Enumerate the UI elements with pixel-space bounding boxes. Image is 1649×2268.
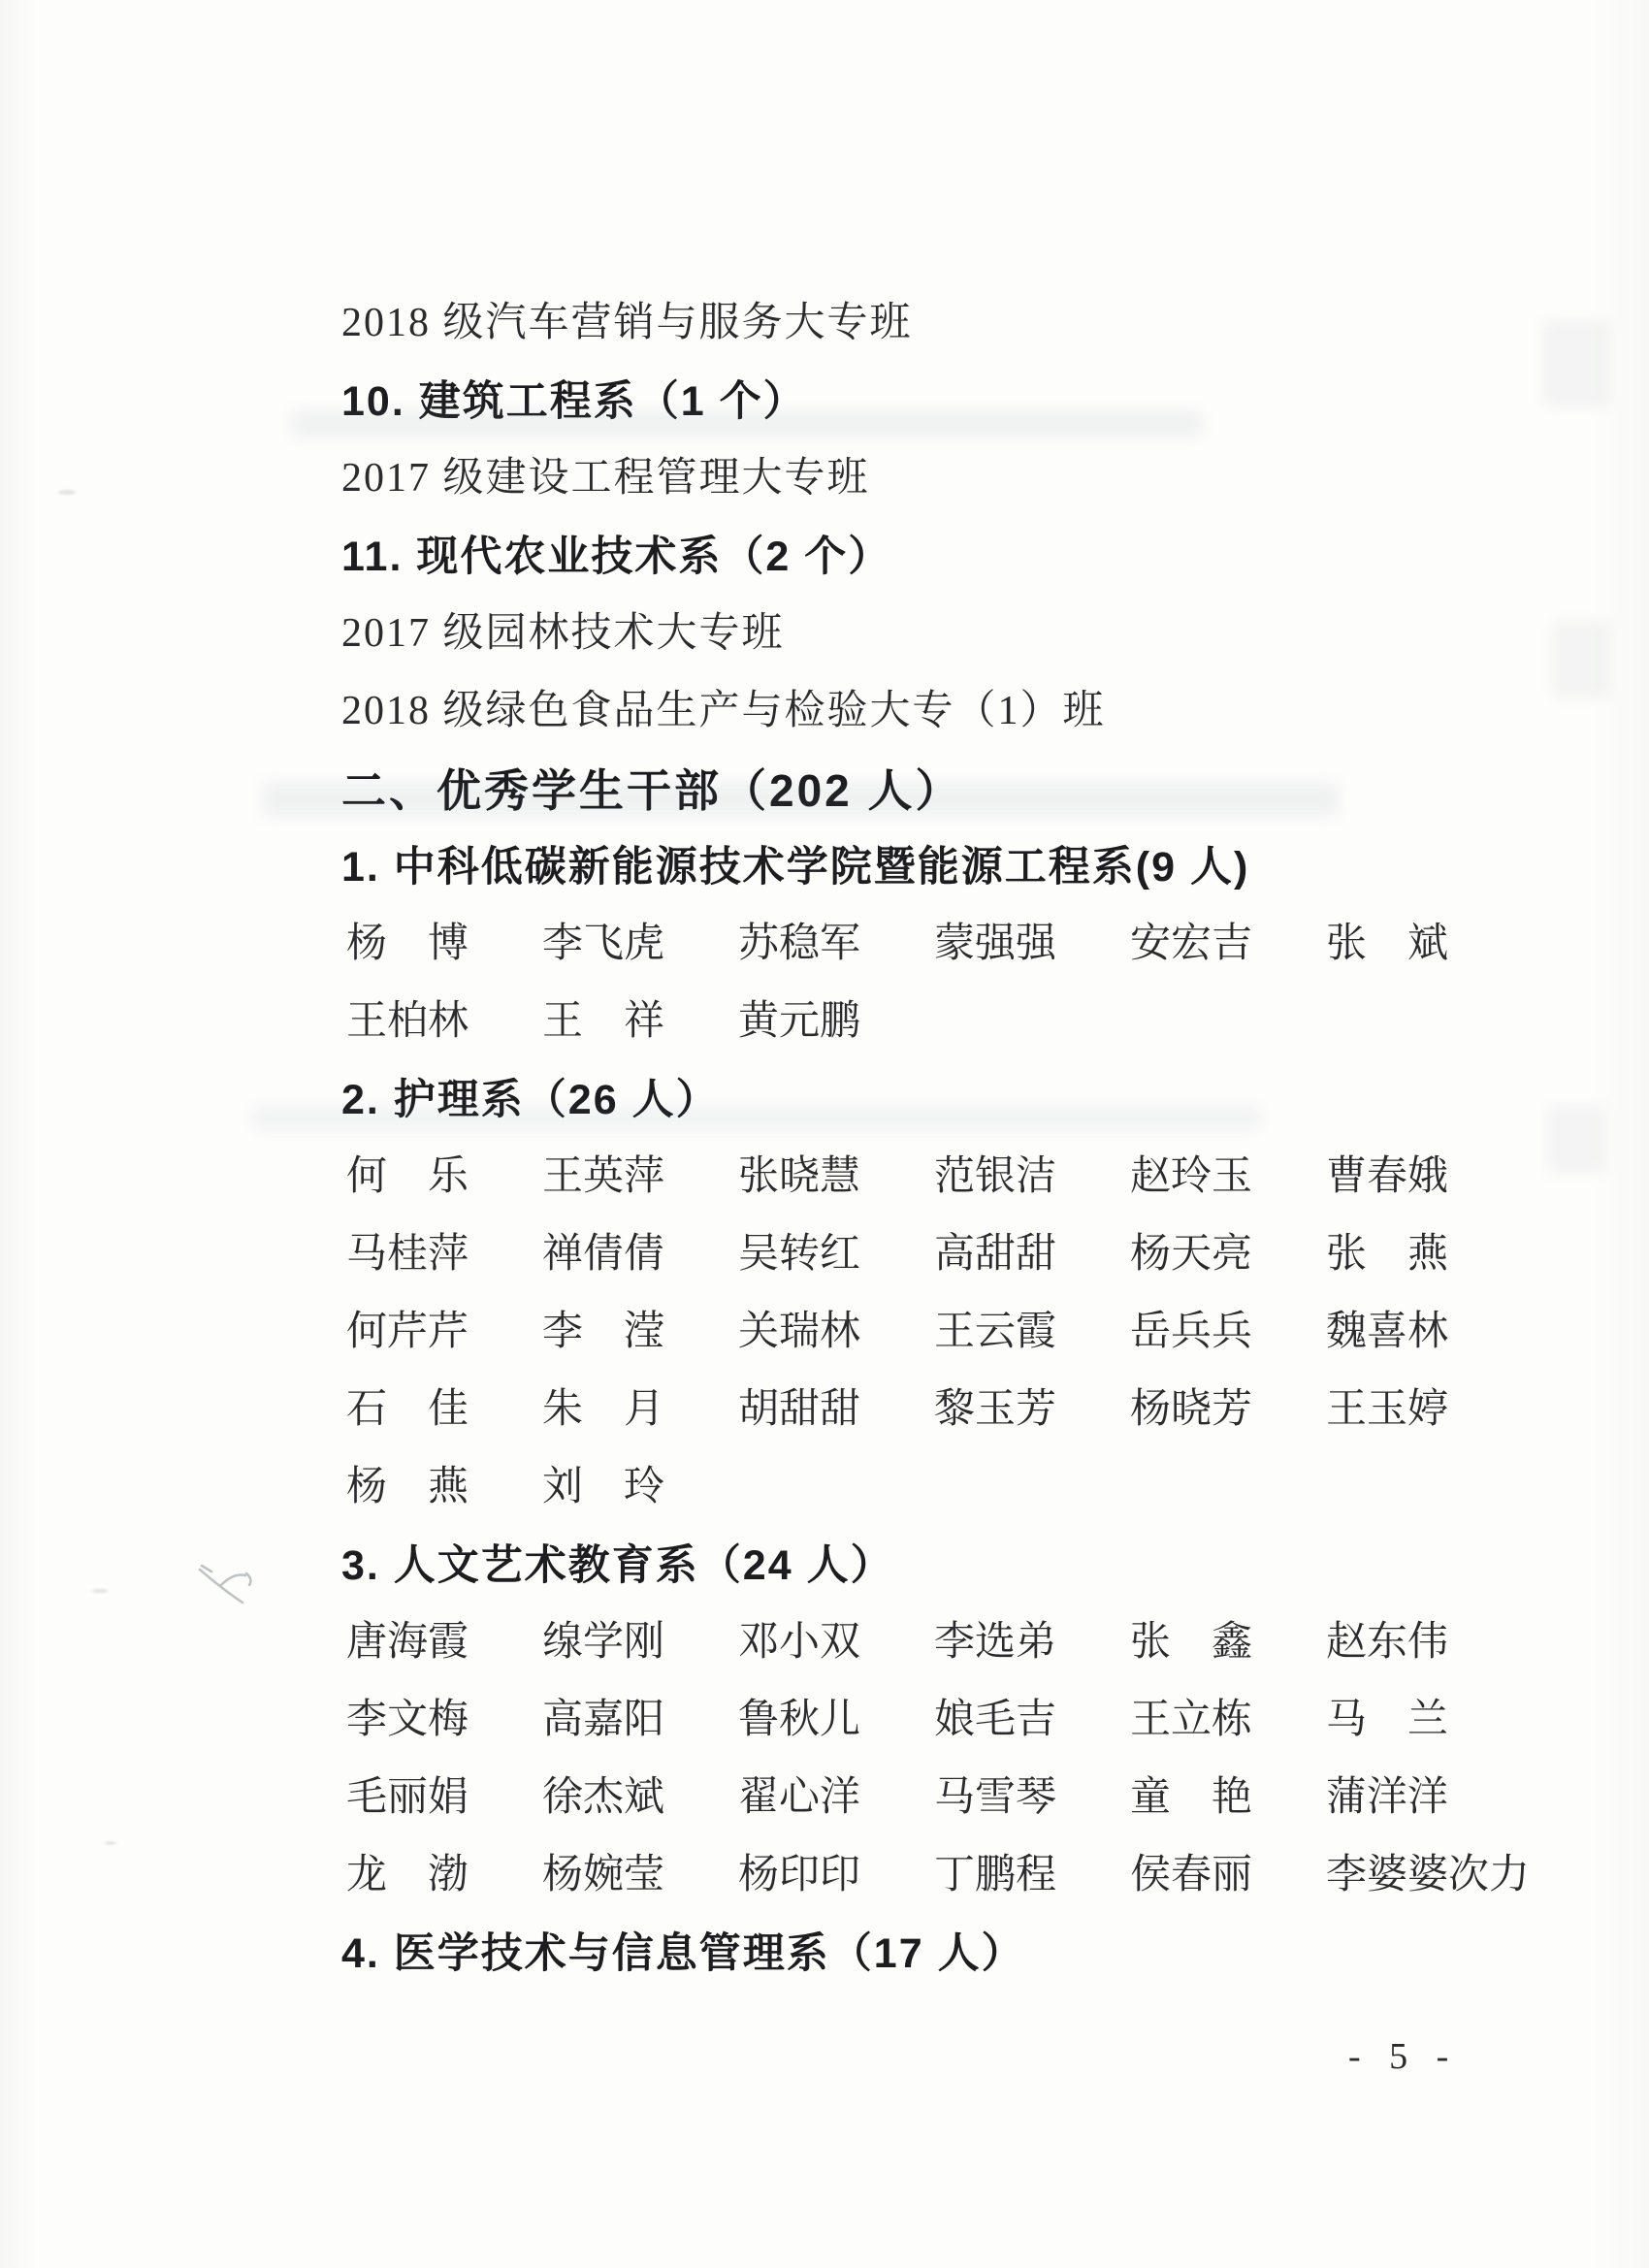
student-name: 张 燕 xyxy=(1326,1232,1449,1277)
scan-artifact xyxy=(92,1589,108,1593)
name-row xyxy=(341,997,1515,1075)
student-name: 黎玉芳 xyxy=(934,1387,1057,1432)
student-name: 黄元鹏 xyxy=(738,999,861,1044)
section-heading: 二、优秀学生干部（202 人） xyxy=(341,765,963,816)
student-name: 杨印印 xyxy=(738,1853,861,1897)
student-name: 毛丽娟 xyxy=(346,1775,469,1820)
student-name: 侯春丽 xyxy=(1130,1853,1253,1897)
student-name: 吴转红 xyxy=(738,1232,861,1277)
student-name: 高甜甜 xyxy=(934,1232,1057,1277)
department-heading: 4. 医学技术与信息管理系（17 人） xyxy=(341,1930,1025,1977)
document-body xyxy=(341,299,1531,2006)
student-name: 李文梅 xyxy=(346,1698,469,1742)
student-name: 鲁秋儿 xyxy=(738,1698,861,1742)
pencil-mark xyxy=(192,1552,279,1610)
student-name: 邓小双 xyxy=(738,1620,861,1665)
student-name: 马桂萍 xyxy=(346,1232,469,1277)
student-name: 王柏林 xyxy=(346,999,469,1044)
department-heading: 1. 中科低碳新能源技术学院暨能源工程系(9 人) xyxy=(341,844,1250,891)
student-name: 徐杰斌 xyxy=(542,1775,665,1820)
student-name: 刘 玲 xyxy=(542,1465,665,1509)
class-line: 2017 级园林技术大专班 xyxy=(341,611,785,656)
student-name: 李 滢 xyxy=(542,1310,665,1354)
scan-artifact xyxy=(1547,1106,1605,1174)
student-name: 张 斌 xyxy=(1326,922,1449,966)
name-row xyxy=(341,1851,1531,1928)
student-name: 王英萍 xyxy=(542,1154,665,1199)
student-name: 王 祥 xyxy=(542,999,665,1044)
student-name: 张晓慧 xyxy=(738,1154,861,1199)
name-row xyxy=(341,920,1515,997)
student-name: 缐学刚 xyxy=(542,1620,665,1665)
student-name: 张 鑫 xyxy=(1130,1620,1253,1665)
student-name: 马雪琴 xyxy=(934,1775,1057,1820)
name-row xyxy=(341,1385,1515,1463)
student-name: 蒙强强 xyxy=(934,922,1057,966)
student-name: 岳兵兵 xyxy=(1130,1310,1253,1354)
student-name: 杨婉莹 xyxy=(542,1853,665,1897)
student-name: 童 艳 xyxy=(1130,1775,1253,1820)
student-name: 安宏吉 xyxy=(1130,922,1253,966)
student-name: 赵玲玉 xyxy=(1130,1154,1253,1199)
name-row xyxy=(341,1618,1515,1696)
name-row xyxy=(341,1308,1515,1385)
student-name: 杨晓芳 xyxy=(1130,1387,1253,1432)
student-name: 马 兰 xyxy=(1326,1698,1449,1742)
student-name: 翟心洋 xyxy=(738,1775,861,1820)
department-heading: 3. 人文艺术教育系（24 人） xyxy=(341,1542,894,1589)
student-name: 唐海霞 xyxy=(346,1620,469,1665)
student-name: 李飞虎 xyxy=(542,922,665,966)
student-name: 杨天亮 xyxy=(1130,1232,1253,1277)
page-number: - 5 - xyxy=(1348,2036,1459,2077)
student-name: 胡甜甜 xyxy=(738,1387,861,1432)
student-name: 王云霞 xyxy=(934,1310,1057,1354)
name-row xyxy=(341,1230,1515,1308)
scan-artifact xyxy=(58,490,76,495)
name-row xyxy=(341,1152,1515,1230)
student-name: 杨 燕 xyxy=(346,1465,469,1509)
student-name: 高嘉阳 xyxy=(542,1698,665,1742)
student-name: 关瑞林 xyxy=(738,1310,861,1354)
student-name: 曹春娥 xyxy=(1326,1154,1449,1199)
student-name: 娘毛吉 xyxy=(934,1698,1057,1742)
name-row xyxy=(341,1773,1515,1851)
name-row xyxy=(341,1696,1515,1773)
student-name: 李婆婆次力 xyxy=(1326,1853,1531,1897)
student-name: 赵东伟 xyxy=(1326,1620,1449,1665)
student-name: 丁鹏程 xyxy=(934,1853,1057,1897)
department-heading: 10. 建筑工程系（1 个） xyxy=(341,378,807,425)
student-name: 朱 月 xyxy=(542,1387,665,1432)
scan-artifact xyxy=(1552,621,1610,698)
department-heading: 2. 护理系（26 人） xyxy=(341,1077,720,1123)
student-name: 杨 博 xyxy=(346,922,469,966)
student-name: 何芹芹 xyxy=(346,1310,469,1354)
student-name: 王立栋 xyxy=(1130,1698,1253,1742)
student-name: 蒲洋洋 xyxy=(1326,1775,1449,1820)
class-line: 2018 级绿色食品生产与检验大专（1）班 xyxy=(341,689,1106,733)
student-name: 禅倩倩 xyxy=(542,1232,665,1277)
class-line: 2017 级建设工程管理大专班 xyxy=(341,456,870,501)
name-row xyxy=(341,1463,1515,1540)
class-line: 2018 级汽车营销与服务大专班 xyxy=(341,301,913,345)
student-name: 苏稳军 xyxy=(738,922,861,966)
student-name: 石 佳 xyxy=(346,1387,469,1432)
student-name: 龙 渤 xyxy=(346,1853,469,1897)
scan-artifact xyxy=(105,1841,116,1845)
department-heading: 11. 现代农业技术系（2 个） xyxy=(341,534,892,580)
student-name: 何 乐 xyxy=(346,1154,469,1199)
student-name: 魏喜林 xyxy=(1326,1310,1449,1354)
scan-artifact xyxy=(1542,320,1610,407)
student-name: 王玉婷 xyxy=(1326,1387,1449,1432)
student-name: 范银洁 xyxy=(934,1154,1057,1199)
student-name: 李选弟 xyxy=(934,1620,1057,1665)
